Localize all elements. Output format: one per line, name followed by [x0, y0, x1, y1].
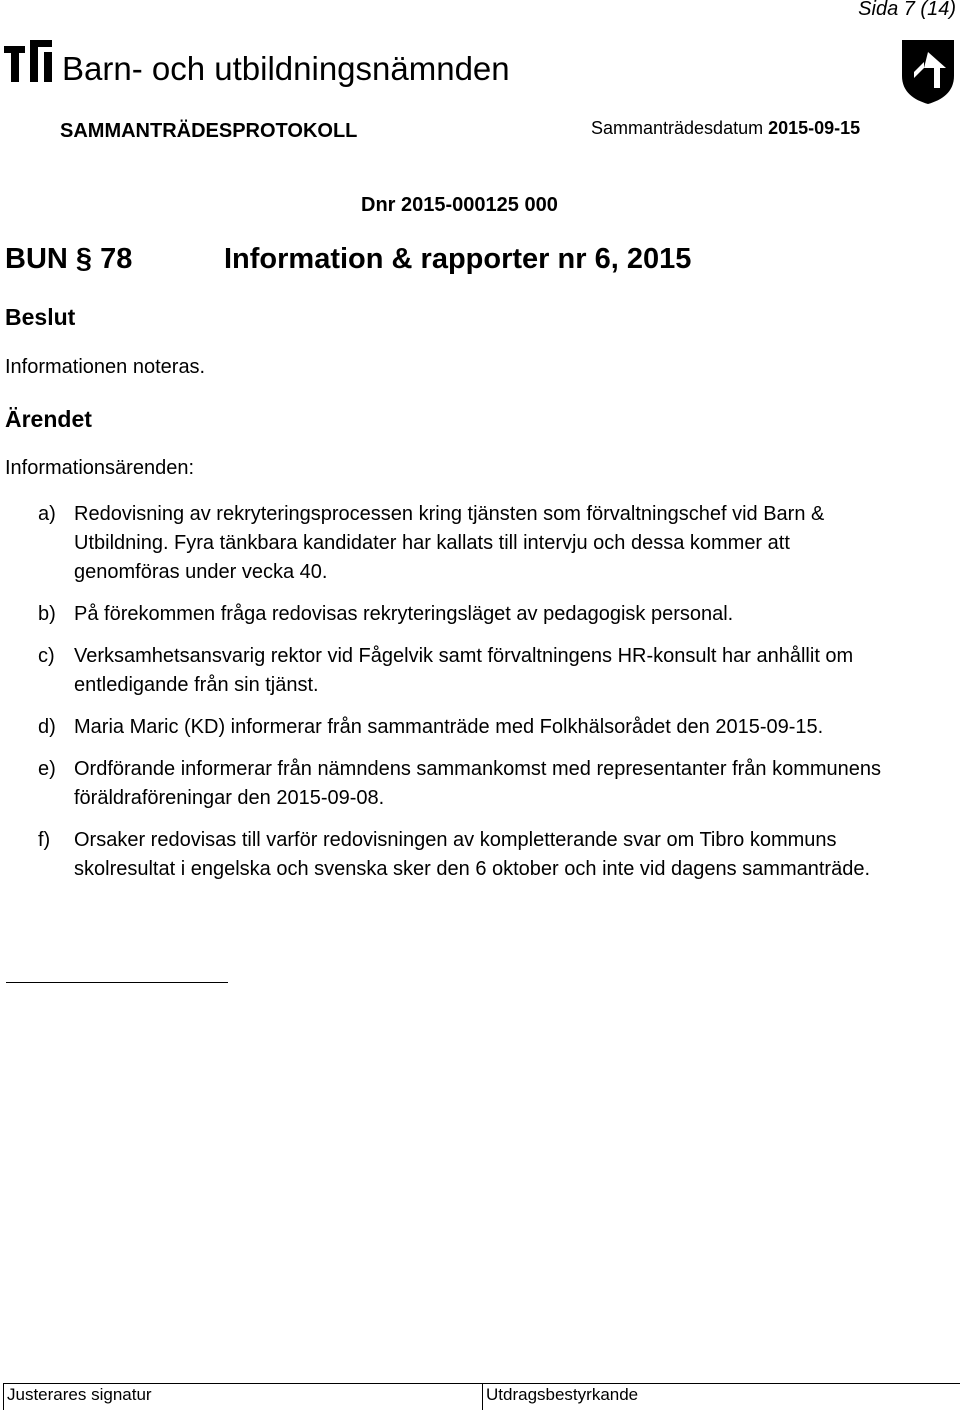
matter-intro: Informationsärenden:: [5, 457, 195, 479]
matter-heading: Ärendet: [5, 406, 92, 432]
item-text: Verksamhetsansvarig rektor vid Fågelvik samt förvaltningens HR-konsult har anhållit om entledigande från sin tjänst.: [74, 645, 854, 696]
list-item: [38, 642, 898, 700]
organization-name: Barn- och utbildningsnämnden: [62, 50, 510, 87]
item-text: Maria Maric (KD) informerar från sammanträde med Folkhälsorådet den 2015-09-15.: [74, 716, 824, 738]
list-item: [38, 826, 898, 884]
list-item: [38, 600, 898, 629]
meeting-date-value: 2015-09-15: [768, 118, 861, 138]
item-text: Ordförande informerar från nämndens sammankomst med representanter från kommunens föräldraföreningar den 2015-09-08.: [74, 758, 882, 809]
item-letter: d): [38, 716, 56, 738]
coat-of-arms-icon: [900, 38, 956, 106]
decision-heading: Beslut: [5, 304, 76, 330]
item-letter: a): [38, 503, 56, 525]
signature-label: Justerares signatur: [7, 1385, 152, 1404]
list-item: [38, 500, 898, 587]
item-letter: b): [38, 603, 56, 625]
section-number: BUN § 78: [5, 243, 133, 275]
protocol-title: SAMMANTRÄDESPROTOKOLL: [60, 120, 358, 142]
page-number: Sida 7 (14): [858, 0, 956, 20]
item-text: Orsaker redovisas till varför redovisningen av kompletterande svar om Tibro kommuns skolresultat i engelska och svenska sker den 6 oktober och inte vid dagens sammanträde.: [74, 829, 870, 880]
dnr: Dnr 2015-000125 000: [361, 194, 558, 216]
list-item: [38, 755, 898, 813]
footer-extract-field: [482, 1383, 960, 1410]
information-items-list: [38, 500, 898, 897]
meeting-date: [591, 118, 860, 139]
meeting-date-label: Sammanträdesdatum: [591, 118, 764, 138]
item-text: Redovisning av rekryteringsprocessen kring tjänsten som förvaltningschef vid Barn & Utbildning. Fyra tänkbara kandidater har kallats till intervju och dessa kommer att genomföras under vecka 40.: [74, 503, 825, 583]
signature-separator-line: [6, 982, 228, 983]
section-title: Information & rapporter nr 6, 2015: [224, 243, 692, 275]
item-letter: c): [38, 645, 55, 667]
decision-text: Informationen noteras.: [5, 356, 206, 378]
footer-signature-field: [3, 1383, 482, 1410]
item-letter: e): [38, 758, 56, 780]
extract-label: Utdragsbestyrkande: [486, 1385, 639, 1404]
list-item: [38, 713, 898, 742]
item-letter: f): [38, 829, 51, 851]
tibro-logo-icon: [4, 40, 52, 82]
item-text: På förekommen fråga redovisas rekryteringsläget av pedagogisk personal.: [74, 603, 734, 625]
